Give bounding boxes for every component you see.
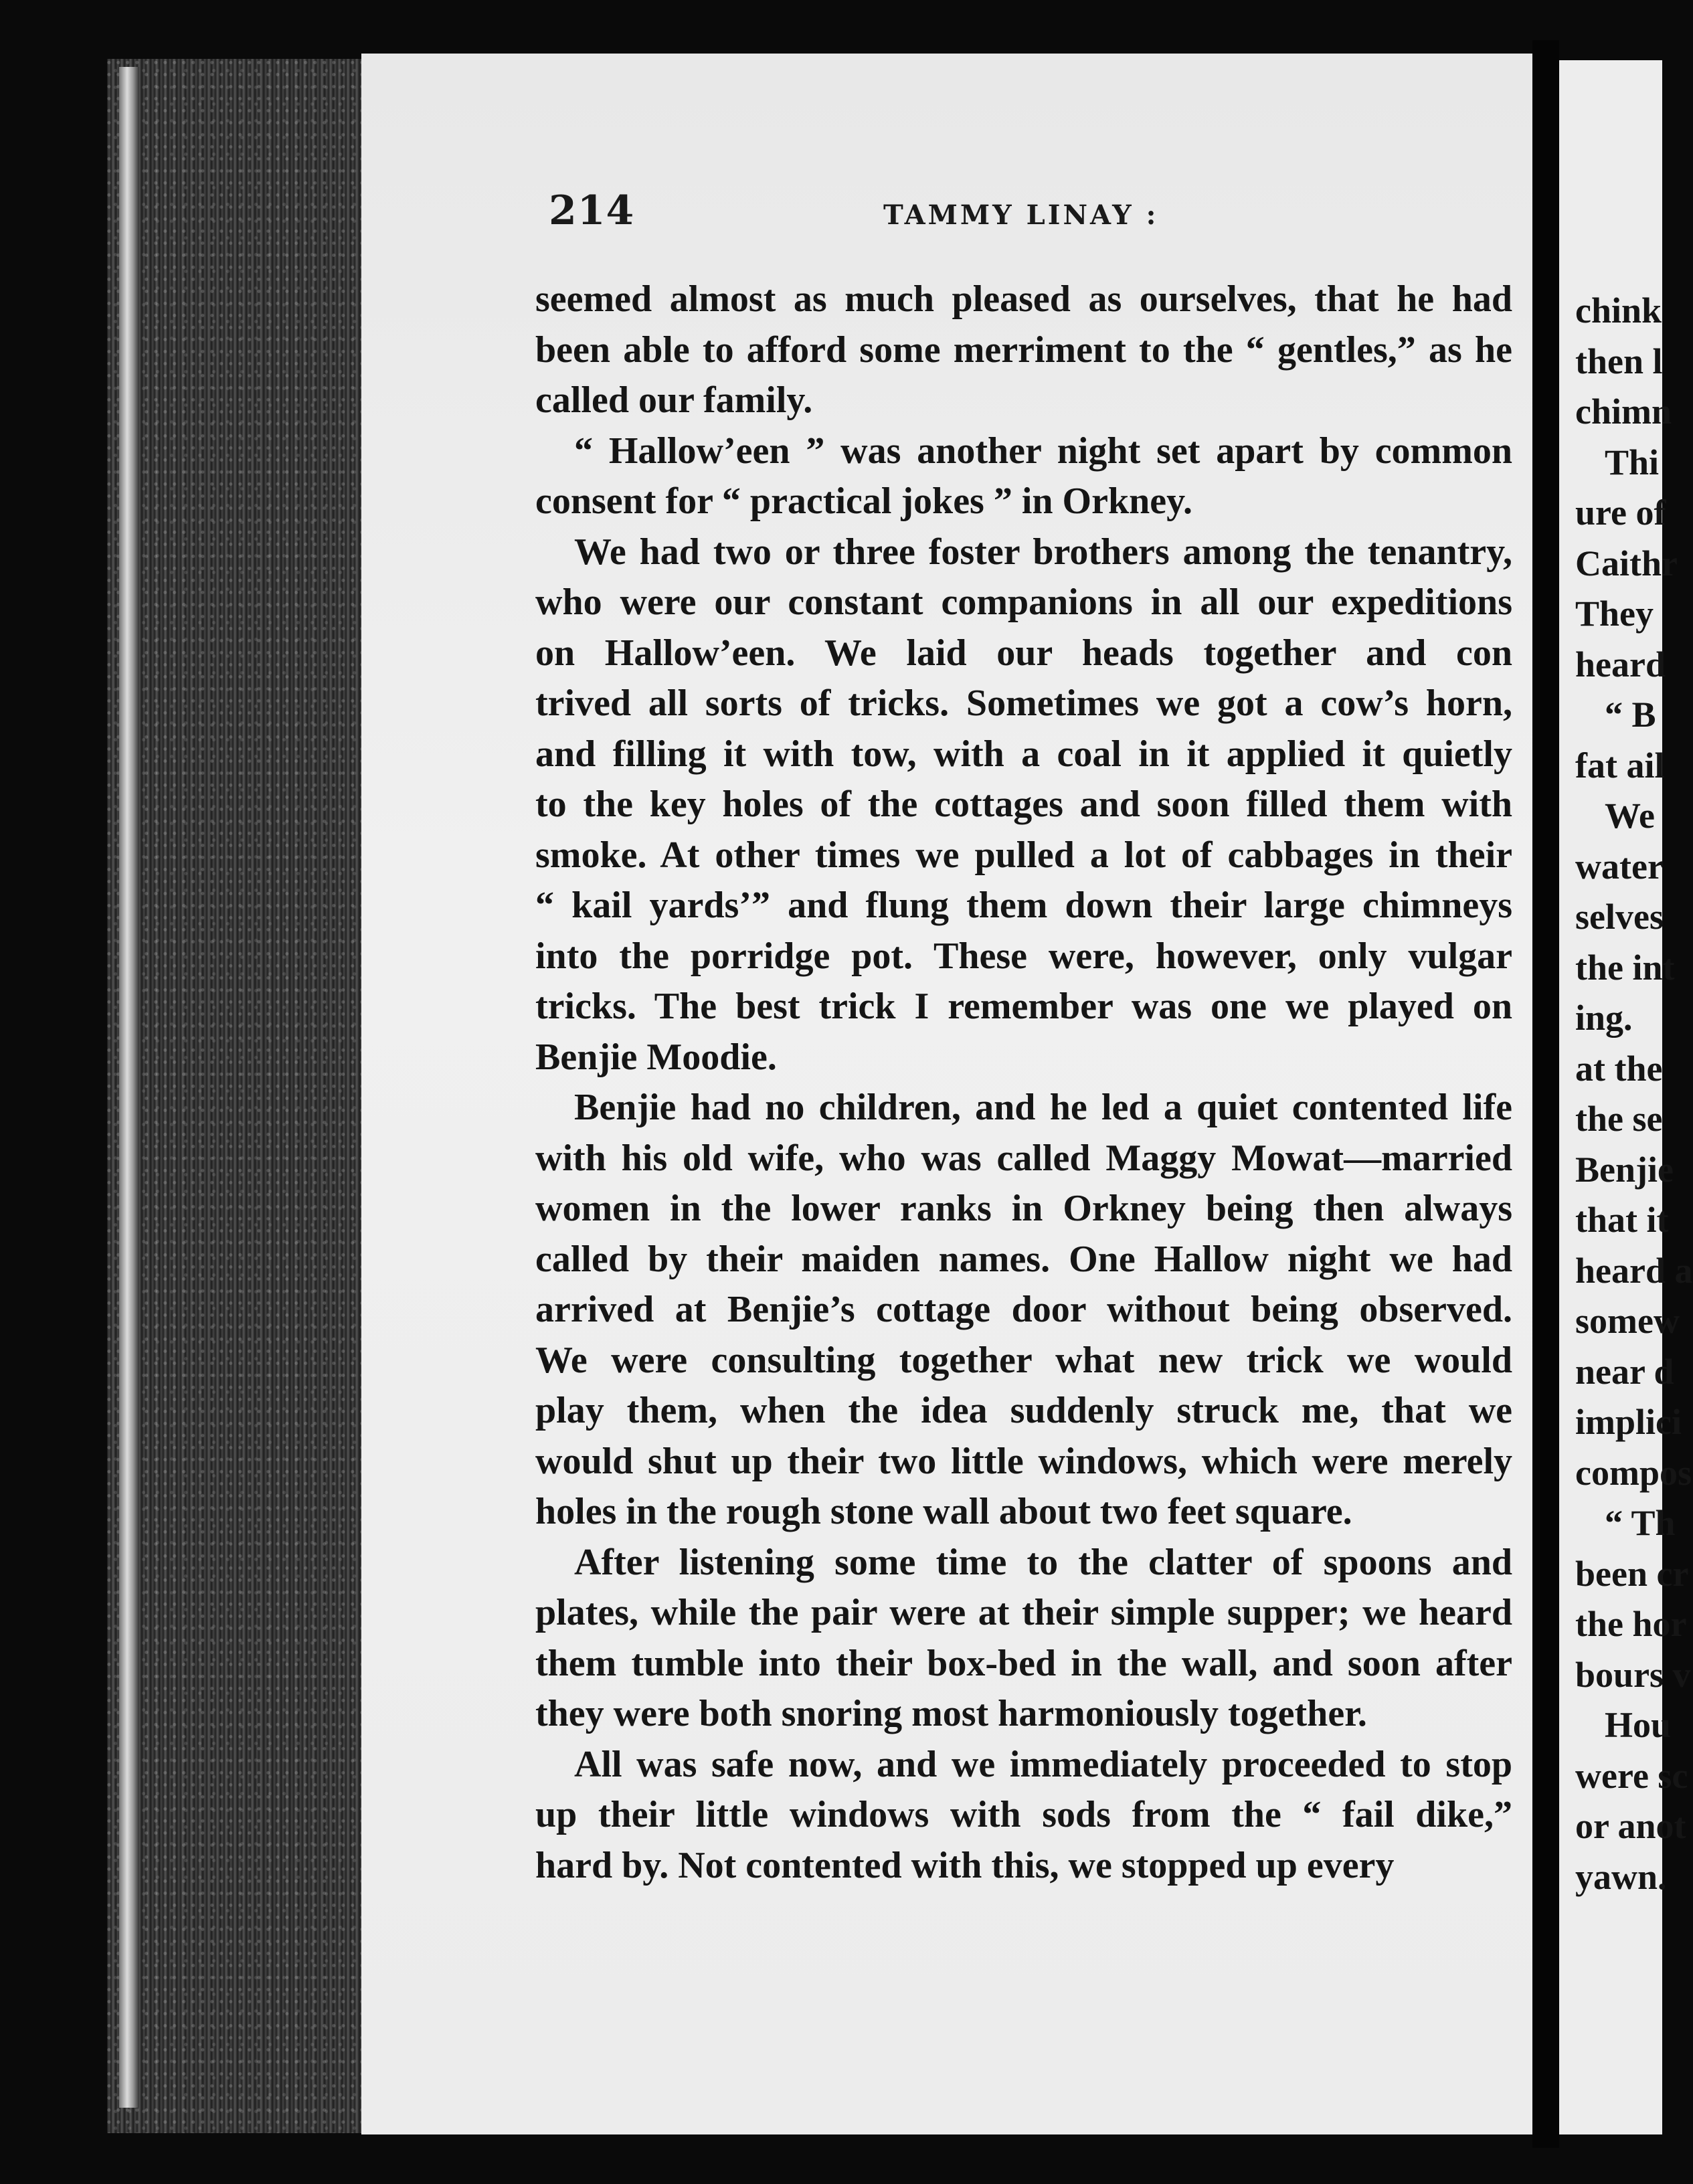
facing-page-line: near d [1575, 1351, 1674, 1392]
facing-page-line: Benjie [1575, 1149, 1674, 1190]
facing-page-line: Hou [1605, 1705, 1672, 1745]
page-stack-edge [107, 59, 361, 2133]
facing-page-line: heard [1575, 644, 1666, 685]
facing-page-line: Thi [1605, 442, 1660, 482]
text-line: who were our constant companions in all our expeditions [535, 581, 1512, 623]
facing-page-line: selves [1575, 897, 1664, 937]
text-line: been able to afford some merriment to the “ gentles,” as he [535, 329, 1512, 371]
facing-page-line: ure of [1575, 492, 1666, 533]
text-line: would shut up their two little windows, which were merely [535, 1440, 1512, 1482]
facing-page-line: the se [1575, 1099, 1663, 1139]
facing-page-line: somew [1575, 1301, 1680, 1341]
facing-page-line: yawn. [1575, 1856, 1667, 1897]
facing-page-line: at the [1575, 1048, 1663, 1089]
facing-page [1559, 60, 1693, 2134]
facing-page-line: the hor [1575, 1604, 1687, 1644]
book-gutter [1532, 40, 1559, 2148]
text-line: Benjie had no children, and he led a quiet contented life [574, 1087, 1512, 1128]
facing-page-line: ing. [1575, 998, 1633, 1038]
paragraph [535, 1083, 1512, 1538]
facing-page-text [1575, 286, 1693, 1902]
page-header [549, 187, 1512, 241]
page-body-text [535, 274, 1512, 1891]
text-line: called by their maiden names. One Hallow night we had [535, 1238, 1512, 1280]
page-number: 214 [549, 187, 635, 234]
facing-page-line: Caithr [1575, 543, 1678, 583]
facing-page-line: implici [1575, 1402, 1682, 1442]
text-line: play them, when the idea suddenly struck me, that we [535, 1390, 1512, 1431]
text-line: and filling it with tow, with a coal in it applied it quietly [535, 733, 1512, 775]
paragraph [535, 527, 1512, 1083]
text-line: up their little windows with sods from the “ fail dike,” [535, 1794, 1512, 1835]
text-line: to the key holes of the cottages and soon filled them with [535, 784, 1512, 825]
facing-page-line: or anot [1575, 1806, 1686, 1846]
text-line: smoke. At other times we pulled a lot of cabbages in their [535, 834, 1512, 876]
facing-page-line: chimn [1575, 391, 1672, 432]
text-line: on Hallow’een. We laid our heads together and con [535, 632, 1512, 674]
paragraph [535, 426, 1512, 527]
paragraph [535, 1740, 1512, 1892]
facing-page-line: chink [1575, 290, 1662, 331]
facing-page-line: were sc [1575, 1755, 1688, 1796]
text-line: “ Hallow’een ” was another night set apart by common [574, 430, 1512, 472]
text-line: Benjie Moodie. [535, 1036, 777, 1078]
facing-page-line: water [1575, 846, 1664, 887]
facing-page-line: “ B [1605, 695, 1656, 735]
text-line: We were consulting together what new trick we would [535, 1339, 1512, 1381]
text-line: After listening some time to the clatter of spoons and [574, 1541, 1512, 1583]
text-line: into the porridge pot. These were, however, only vulgar [535, 935, 1512, 977]
text-line: arrived at Benjie’s cottage door without being observed. [535, 1289, 1512, 1330]
page-edge-highlight [119, 67, 139, 2108]
text-line: We had two or three foster brothers among the tenantry, [574, 531, 1512, 573]
facing-page-line: been cr [1575, 1553, 1689, 1594]
text-line: called our family. [535, 379, 813, 421]
text-line: hard by. Not contented with this, we stopped up every [535, 1844, 1395, 1886]
text-line: holes in the rough stone wall about two feet square. [535, 1491, 1352, 1532]
facing-page-line: that it [1575, 1200, 1669, 1240]
text-line: women in the lower ranks in Orkney being then always [535, 1188, 1512, 1229]
facing-page-line: fat ail [1575, 745, 1665, 786]
facing-page-line: then l [1575, 341, 1663, 381]
running-head: TAMMY LINAY : [883, 199, 1159, 231]
text-line: seemed almost as much pleased as ourselves, that he had [535, 278, 1512, 320]
text-line: tricks. The best trick I remember was one we played on [535, 986, 1512, 1027]
text-line: “ kail yards’” and flung them down their large chimneys [535, 885, 1512, 926]
text-line: plates, while the pair were at their simple supper; we heard [535, 1592, 1512, 1633]
paragraph [535, 274, 1512, 426]
text-line: with his old wife, who was called Maggy Mowat—married [535, 1137, 1512, 1179]
facing-page-line: the int [1575, 947, 1675, 988]
text-line: All was safe now, and we immediately proceeded to stop [574, 1743, 1512, 1785]
text-line: they were both snoring most harmoniously together. [535, 1693, 1367, 1734]
facing-page-line: bours v [1575, 1654, 1691, 1695]
text-line: trived all sorts of tricks. Sometimes we got a cow’s horn, [535, 682, 1512, 724]
facing-page-line: heard a [1575, 1250, 1693, 1291]
facing-page-line: “ Th [1605, 1503, 1676, 1543]
text-line: consent for “ practical jokes ” in Orkney. [535, 480, 1193, 522]
facing-page-line: compos [1575, 1452, 1692, 1493]
paragraph [535, 1538, 1512, 1740]
text-line: them tumble into their box-bed in the wall, and soon after [535, 1642, 1512, 1684]
facing-page-line: We [1605, 796, 1655, 836]
facing-page-line: They [1575, 594, 1654, 634]
